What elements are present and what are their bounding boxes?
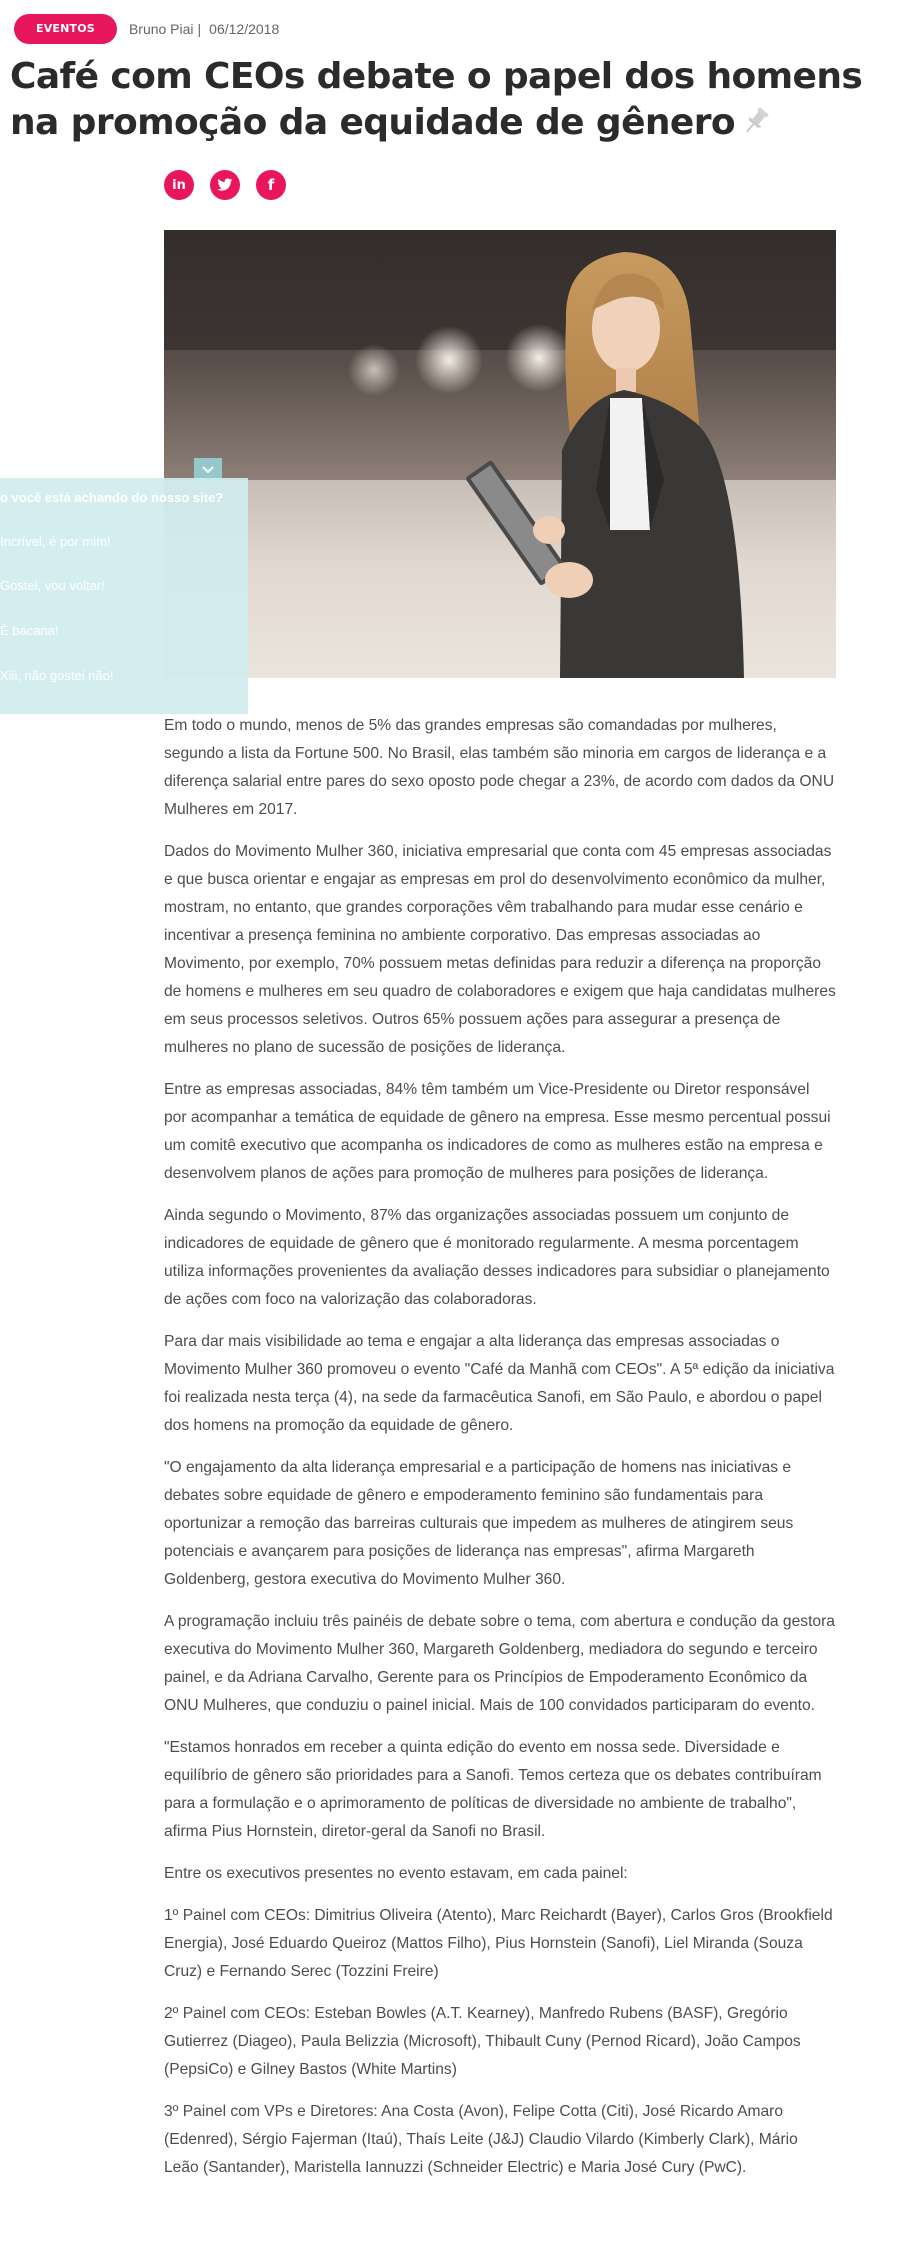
survey-question: o você está achando do nosso site? xyxy=(0,490,224,505)
article-paragraph: Em todo o mundo, menos de 5% das grandes empresas são comandadas por mulheres, segundo a lista da Fortune 500. No Brasil, elas também são minoria em cargos de liderança e a diferença salarial entre pares do sexo oposto pode chegar a 23%, de acordo com dados da ONU Mulheres em 2017. xyxy=(164,717,835,818)
feedback-survey-panel xyxy=(0,478,248,714)
article-title xyxy=(10,54,910,146)
author-name[interactable]: Bruno Piai xyxy=(128,21,194,37)
twitter-share-button[interactable] xyxy=(210,170,240,200)
survey-option[interactable]: É bacana! xyxy=(0,623,59,638)
survey-option[interactable]: Gostei, vou voltar! xyxy=(0,578,105,593)
post-meta xyxy=(14,14,279,44)
share-bar xyxy=(164,170,286,200)
category-badge[interactable]: EVENTOS xyxy=(14,14,117,44)
article-paragraph: Dados do Movimento Mulher 360, iniciativa empresarial que conta com 45 empresas associadas e que busca orientar e engajar as empresas em prol do desenvolvimento econômico da mulher, mostram, no entanto, que grandes corporações vêm trabalhando para mudar esse cenário e incentivar a presença feminina no ambiente corporativo. Das empresas associadas ao Movimento, por exemplo, 70% possuem metas definidas para reduzir a diferença na proporção de homens e mulheres em seu quadro de colaboradores e exigem que haja candidatas mulheres em seus processos seletivos. Outros 65% possuem ações para assegurar a presença de mulheres no plano de sucessão de posições de liderança. xyxy=(164,843,836,1056)
article-paragraph: 3º Painel com VPs e Diretores: Ana Costa (Avon), Felipe Cotta (Citi), José Ricardo Amaro (Edenred), Sérgio Fajerman (Itaú), Thaís Leite (J&J) Claudio Vilardo (Kimberly Clark), Mário Leão (Santander), Maristella Iannuzzi (Schneider Electric) e Maria José Cury (PwC). xyxy=(164,2103,798,2176)
facebook-share-button[interactable] xyxy=(256,170,286,200)
twitter-icon xyxy=(217,178,233,192)
article-paragraph: "O engajamento da alta liderança empresarial e a participação de homens nas iniciativas e debates sobre equidade de gênero e empoderamento feminino são fundamentais para oportunizar a remoção das barreiras culturais que impedem as mulheres de atingirem seus potenciais e avançarem para posições de liderança nas empresas", afirma Margareth Goldenberg, gestora executiva do Movimento Mulher 360. xyxy=(164,1459,794,1588)
article-body xyxy=(164,712,836,2196)
survey-option[interactable]: Incrível, é por mim! xyxy=(0,534,111,549)
article-title-text: Café com CEOs debate o papel dos homens na promoção da equidade de gênero xyxy=(10,56,863,143)
article-paragraph: Para dar mais visibilidade ao tema e engajar a alta liderança das empresas associadas o Movimento Mulher 360 promoveu o evento "Café da Manhã com CEOs". A 5ª edição da iniciativa foi realizada nesta terça (4), na sede da farmacêutica Sanofi, em São Paulo, e abordou o papel dos homens na promoção da equidade de gênero. xyxy=(164,1333,835,1434)
article-paragraph: "Estamos honrados em receber a quinta edição do evento em nossa sede. Diversidade e equilíbrio de gênero são prioridades para a Sanofi. Temos certeza que os debates contribuíram para a formulação e o aprimoramento de políticas de diversidade no ambiente de trabalho", afirma Pius Hornstein, diretor-geral da Sanofi no Brasil. xyxy=(164,1739,822,1840)
article-paragraph: 1º Painel com CEOs: Dimitrius Oliveira (Atento), Marc Reichardt (Bayer), Carlos Gros (Brookfield Energia), José Eduardo Queiroz (Mattos Filho), Pius Hornstein (Sanofi), Liel Miranda (Souza Cruz) e Fernando Serec (Tozzini Freire) xyxy=(164,1907,833,1980)
article-paragraph: A programação incluiu três painéis de debate sobre o tema, com abertura e condução da gestora executiva do Movimento Mulher 360, Margareth Goldenberg, mediadora do segundo e terceiro painel, e da Adriana Carvalho, Gerente para os Princípios de Empoderamento Econômico da ONU Mulheres, que conduziu o painel inicial. Mais de 100 convidados participaram do evento. xyxy=(164,1613,835,1714)
article-paragraph: Entre as empresas associadas, 84% têm também um Vice-Presidente ou Diretor responsável por acompanhar a temática de equidade de gênero na empresa. Esse mesmo percentual possui um comitê executivo que acompanha os indicadores de como as mulheres estão na empresa e desenvolvem planos de ações para promoção de mulheres para posições de liderança. xyxy=(164,1081,831,1182)
linkedin-share-button[interactable] xyxy=(164,170,194,200)
article-paragraph: Entre os executivos presentes no evento estavam, em cada painel: xyxy=(164,1865,628,1882)
hero-image xyxy=(164,230,836,678)
facebook-icon: f xyxy=(267,176,275,194)
survey-option[interactable]: Xiii, não gostei não! xyxy=(0,668,114,683)
article-paragraph: 2º Painel com CEOs: Esteban Bowles (A.T. Kearney), Manfredo Rubens (BASF), Gregório Gutierrez (Diageo), Paula Belizzia (Microsoft), Thibault Cuny (Pernod Ricard), João Campos (PepsiCo) e Gilney Bastos (White Martins) xyxy=(164,2005,801,2078)
pushpin-icon xyxy=(739,104,773,138)
post-date: 06/12/2018 xyxy=(209,21,280,37)
article-paragraph: Ainda segundo o Movimento, 87% das organizações associadas possuem um conjunto de indicadores de equidade de gênero que é monitorado regularmente. A mesma porcentagem utiliza informações provenientes da avaliação desses indicadores para subsidiar o planejamento de ações com foco na valorização das colaboradoras. xyxy=(164,1207,830,1308)
linkedin-icon: in xyxy=(172,177,186,193)
meta-separator: | xyxy=(197,21,202,37)
chevron-down-icon xyxy=(202,466,214,474)
